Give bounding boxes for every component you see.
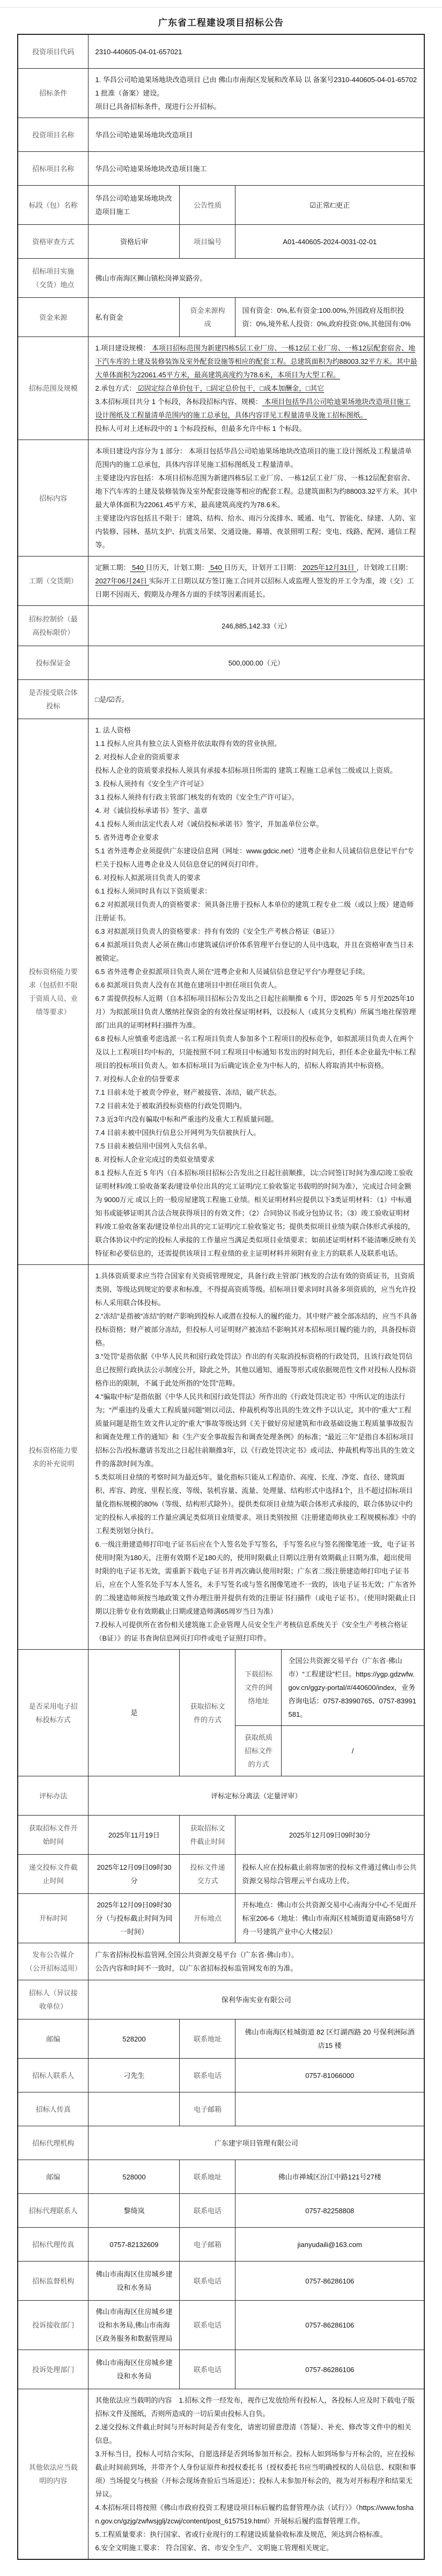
paragraph: 6.7 需提供投标人近期（自本招标项目招标公告发出之日起往前顺推 6 个月，即2025 年 5 月至2025年10 月）为拟派项目负责人缴纳社保资金的有效社保证明材料，以投标人（或其分支机构）所属当地社保管理部门出具的证明材料扫描件为准。 — [95, 994, 416, 1029]
paragraph: 8. 对投标人企业完成过的类似业绩要求 — [95, 1155, 215, 1163]
row-qualification-notes — [18, 1265, 424, 1650]
paragraph: 定额工期： 540 日历天，计划工期： 540 日历天，计划开工日期： 2025年12月31日 ，计划竣工日期： 2027年06月24日 实际开工日期以双方签订施工合同并以招标人或监理人签发的开工令为准，竣（交）工日期不因雨天、假期及办理各方面的手续等因素而延长。 — [95, 564, 414, 598]
paragraph: 3.“处罚”是指依据《中华人民共和国行政处罚法》作出的有关取消投标资格的行政处罚，且该行政处罚信息已按照行政执法公示制度公开，除此之外，其他以通知、通报等形式或依据规范性文件对投标人投标资格作出的限制，不属于此处所指的“处罚”范畴。 — [95, 1352, 416, 1387]
paragraph: 6.3 对拟派项目负责人的资格要求：持有有效的《安全生产考核合格证（B证）》 — [95, 927, 338, 935]
investment-code-label: 投资项目代码 — [18, 34, 89, 69]
row-investment-code — [18, 34, 424, 69]
paragraph: 3.本招标项目共分 1 个标段，各标段招标内容、规模： 本项目包括华昌公司哈迪果场地块改造项目施工设计图纸及工程量清单范围内的施工总承包，具体内容详见工程量清单及施工招标图纸。 — [95, 398, 411, 419]
control-price-value: 246,885,142.33（元） — [89, 606, 424, 646]
paragraph: 6.8 投标人应慎重考虑选派一名工程项目负责人参加多个工程项目的投标竞争，如拟派项目负责人在两个及以上工程项目均中标的，只能按照不同工程项目中标通知书发出的时间先后，担任本企业最先中标工程项目的投标项目负责人。如本招标项目为后确定该企业为中标人的，招标人将取消其中标资格。 — [95, 1035, 416, 1070]
paragraph: 7. 对投标人企业的信誉要求 — [95, 1075, 180, 1083]
complaint-receiving-value: 佛山市南海区住房城乡建设和水务局,佛山市南海区政务服务和数据管理局 — [89, 2301, 180, 2350]
row-bid-opening — [18, 1894, 424, 1943]
agency-label: 招标代理机构 — [18, 2126, 89, 2160]
complaint-handling-phone-label: 联系电话 — [180, 2350, 235, 2389]
document-start-value: 2025年11月19日 — [89, 1816, 180, 1855]
paragraph: 公告内容和时间不一致时，以广东省招标投标监管网发布的为准。 — [95, 1964, 298, 1972]
agency-fax-label: 招标代理传真 — [18, 2228, 89, 2262]
row-qualification-method — [18, 225, 424, 259]
funding-source-label: 资金来源 — [18, 298, 89, 337]
paragraph: 6.一级注册建造师打印电子证书后应在个人签名处手写签名，手写签名应与签名图像笔迹一致，电子证书使用时限为180天，注册有效期不足180天的，使用时限截止日期以注册有效期截止日期为准，超出使用时限的电子证书无效，需重新下载电子证书并再次确认使用时限；广东省二级注册建造师打印电子证书后，应在个人签名处手写本人签名，未手写签名或与签名图像笔迹不一致的，该电子证书无效；广东省外的二级建造师须按当地政策文件办理注册并提供有效的注册证书扫描件（或电子证书）。（使用时限截止日期以注册专业有效期截止日期或建造师满65周岁当日为准） — [95, 1540, 416, 1615]
electronic-bidding-value: 是 — [89, 1650, 180, 1776]
paragraph: 4.“骗取中标”是指依据《中华人民共和国行政处罚法》所作出的《行政处罚决定书》中所认定的违法行为；“严重违约及重大工程质量问题”则以司法、仲裁机构等出具的生效文件予以认定，其中的“重大”工程质量问题是指生效文件认定的“重大”事故等级达到《关于做好房屋建筑和市政基础设施工程质量事故报告和调查处理工作的通知》和《生产安全事故报告和调查处理条例》的标准；“最近三年”是指自本招标项目招标公告/投标邀请书发出之日起往前顺推3年，以《行政处罚决定书》或司法、仲裁机构等出具的生效文件的落款时间为准。 — [95, 1393, 415, 1468]
download-address-value: 全国公共资源交易平台（广东省·佛山市）“工程建设”栏目。https://ygp.gdzwfw.gov.cn/ggzy-portal/#/440600/index，业务咨询电话：0757-83990765、0757-83991581。 — [282, 1650, 424, 1726]
page-title: 广东省工程建设项目招标公告 — [158, 18, 284, 28]
row-agency — [18, 2126, 424, 2160]
row-control-price — [18, 606, 424, 646]
document-deadline-value: 2025年12月09日09时30分 — [235, 1816, 424, 1855]
paragraph: 本项目建设内容分为 1 部分： 本项目包括华昌公司哈迪果场地块改造项目的施工设计图纸及工程量清单范围内的施工总承包，具体内容详见施工招标图纸及工程量清单。 — [95, 447, 412, 469]
row-complaint-receiving — [18, 2301, 424, 2350]
bid-opening-time-label: 开标时间 — [18, 1894, 89, 1943]
row-investment-name — [18, 118, 424, 152]
supervision-label: 招标监督机构 — [18, 2262, 89, 2301]
tender-scope-label: 招标范围及规模 — [18, 337, 89, 440]
qualification-requirements-value — [89, 719, 424, 1265]
row-tenderer-fax — [18, 2092, 424, 2126]
paragraph: 7.投标人可提供所在省份相关建筑施工企业管理人员安全生产考核信息系统关于《安全生产考核合格证（B证）》的证书查询信息网页打印件或电子证照打印件。 — [95, 1621, 408, 1642]
row-section-name — [18, 186, 424, 225]
paragraph: 2.承包方式： ☑固定综合单价包干，□固定总价包干，□成本加酬金，□其它 — [95, 384, 325, 392]
tender-announcement-table — [17, 34, 425, 2560]
agency-phone-value: 0757-82258808 — [235, 2194, 424, 2228]
row-delivery-location — [18, 259, 424, 298]
tenderer-email-label: 电子邮箱 — [180, 2092, 235, 2126]
row-construction-period — [18, 557, 424, 606]
consortium-bid-value: □是/☑否。 — [89, 680, 424, 719]
funding-source-value: 私有资金 — [89, 298, 180, 337]
tenderer-email-value — [235, 2092, 424, 2126]
investment-name-value: 华昌公司哈迪果场地块改造项目 — [89, 118, 424, 152]
row-agency-zip — [18, 2160, 424, 2194]
submission-deadline-label: 递交投标文件截止时间 — [18, 1855, 89, 1894]
paragraph: 6. 对投标人拟派项目负责人的要求 — [95, 874, 201, 882]
agency-fax-value: 0757-82132609 — [89, 2228, 180, 2262]
paragraph: 7.1 目前未处于被责令停业，财产被接管、冻结，破产状态。 — [95, 1088, 282, 1096]
agency-zip-value: 528000 — [89, 2160, 180, 2194]
document-deadline-label: 获取招标文件截止时间 — [180, 1816, 235, 1855]
construction-period-value — [89, 557, 424, 606]
tenderer-fax-label: 招标人传真 — [18, 2092, 89, 2126]
paragraph: 5.类似项目业绩的考察时间为最近5年。量化指标只能从工程造价、高度、长度、净宽、直径、建筑面积、库容、跨度、里程长度、等级、装机容量、流量、处理量、结构形式中选择1个，且不超过招标项目量化指标规模的80%（等级、结构形式除外）。提供类似项目业绩为联合体形式承接的，联合体协议中约定的投标人承接的工作量应满足类似项目业绩要求。项目类别按照《注册建造师执业工程规模标准》中的工程类别划分执行。 — [95, 1473, 416, 1535]
complaint-receiving-phone-value: 0757-86286106 — [235, 2301, 424, 2350]
document-access-method-label: 获取招标文件的方式 — [180, 1650, 235, 1776]
paragraph: 6.2 对拟派项目负责人的资格要求：须具备注册于投标人本单位的建筑工程专业二级（或以上级）建造师注册证书。 — [95, 901, 414, 922]
paragraph: 3.1 投标人须持有行政主管部门核发的有效的《安全生产许可证》。 — [95, 793, 299, 801]
document-start-label: 获取招标文件开始时间 — [18, 1816, 89, 1855]
delivery-location-value: 佛山市南海区狮山镇松岗禅炭路旁。 — [89, 259, 424, 298]
row-complaint-handling — [18, 2350, 424, 2389]
announcement-media-label: 发布公告媒介（公开招标适用） — [18, 1943, 89, 1980]
tenderer-value: 保利华南实业有限公司 — [89, 1980, 424, 2019]
row-tenderer-zip — [18, 2019, 424, 2059]
paragraph: 7.3 近3年内没有骗取中标和严重违约及重大工程质量问题。 — [95, 1115, 278, 1123]
paragraph: 6.安全文明施工要求： 符合国家、省、市安全生产、文明施工管理相关规定。 — [95, 2544, 333, 2552]
complaint-receiving-phone-label: 联系电话 — [180, 2301, 235, 2350]
complaint-handling-label: 投诉处理部门 — [18, 2350, 89, 2389]
notice-nature-label: 公告性质 — [180, 186, 235, 225]
tender-content-label: 招标内容 — [18, 440, 89, 557]
bid-opening-time-value: 2025年12月09日09时30分（与投标截止时间为同一时间） — [89, 1894, 180, 1943]
investment-code-value: 2310-440605-04-01-657021 — [89, 34, 424, 69]
row-qualification-requirements — [18, 719, 424, 1265]
other-matters-value — [89, 2389, 424, 2560]
submission-method-value: 投标人应在投标截止前将加密的投标文件通过佛山市公共资源交易综合管理云平台成功上传。 — [235, 1855, 424, 1894]
evaluation-method-label: 评标办法 — [18, 1776, 89, 1816]
complaint-receiving-label: 投诉接收部门 — [18, 2301, 89, 2350]
tenderer-address-value: 佛山市南海区桂城街道 82 区灯湖西路 20 号保利洲际酒店15 楼 — [235, 2019, 424, 2059]
announcement-media-value — [89, 1943, 424, 1980]
paragraph: 投标人企业的资质要求投标人须具有承接本招标项目所需的 建筑工程施工总承包二级或以上资质。 — [95, 766, 397, 774]
other-matters-label: 其他依法应当载明的内容 — [18, 2389, 89, 2560]
paragraph: 4.1 投标人须由法定代表人对《诚信投标承诺书》签字，并加盖单位公章。 — [95, 820, 323, 828]
notice-nature-value: ☑正常/□更正 — [235, 186, 424, 225]
agency-contact-value: 黎绮岚 — [89, 2194, 180, 2228]
row-announcement-media — [18, 1943, 424, 1980]
consortium-bid-label: 是否接受联合体投标 — [18, 680, 89, 719]
paragraph: 主要建设内容包括：本项目招标范围为新建四栋5层工业厂房、一栋12层工业厂房、一栋12层配套宿舍、地下汽车库的土建及装修装饰及室外配套设施等相应的配套工程。总建筑面积为约88003.32平方米。其中最大单体面积为22061.45平方米，最高建筑高度约为78.6米。 — [95, 474, 417, 509]
agency-phone-label: 联系电话 — [180, 2194, 235, 2228]
tenderer-address-label: 联系地址 — [180, 2019, 235, 2059]
paragraph: 6.4 拟派项目负责人必须在佛山市建筑诚信评价体系管理平台登记的人员中选取，并且在资格审查当日未被锁定。 — [95, 941, 414, 962]
qualification-method-value: 资格后审 — [89, 225, 180, 259]
delivery-location-label: 招标项目实施（交货）地点 — [18, 259, 89, 298]
row-tender-scope — [18, 337, 424, 440]
construction-period-label: 工期（交货期） — [18, 557, 89, 606]
row-document-times — [18, 1816, 424, 1855]
paragraph: 广东省招标投标监管网,全国公共资源交易平台（广东省·佛山市）。 — [95, 1951, 298, 1959]
download-address-label: 下载招标文件的网络地址 — [235, 1650, 282, 1726]
tenderer-phone-value: 0757-81066000 — [235, 2059, 424, 2092]
tender-name-value: 华昌公司哈迪果场地块改造项目施工 — [89, 152, 424, 186]
row-tender-name — [18, 152, 424, 186]
bid-opening-place-value: 开标地点：佛山市公共资源交易中心南海分中心不见面开标室206-6（地址：佛山市南海区桂城街道夏南路58号方舟一号建筑产业中心大楼2层） — [235, 1894, 424, 1943]
agency-zip-label: 邮编 — [18, 2160, 89, 2194]
top-divider — [0, 7, 442, 8]
project-number-value: A01-440605-2024-0031-02-01 — [235, 225, 424, 259]
qualification-requirements-label: 投标资格能力要求（包括但不限于资质人员、业绩等要求） — [18, 719, 89, 1265]
paragraph: 8.1 投标人在近 5 年内（自本招标项目招标公告发出之日起往前顺推，以□合同签订时间为准/☑竣工验收证明材料/竣工验收备案表/建设单位出具的完工证明/完工验收鉴定书载明的时间为准），完成过合同金额为 9000万元 或以上的一般房屋建筑工程施工业绩。相关证明材料应提供以下3类证明材料：（1）中标通知书或能够证明其合法合规获得项目的有效文件；（2）合同协议书或分包协议书；（3）竣工验收证明材料/竣工验收备案表/建设单位出具的完工证明/完工验收鉴定书；提供类似项目业绩为联合体形式承接的，联合体协议中约定的投标人承接的工作量应当满足类似项目业绩要求；如前述证明材料不能清晰反映有关特征和必要信息的，还需提供该项目工程业绩的业主证明材料并须附有业主方的联系人及联系电话。 — [95, 1169, 416, 1257]
tenderer-contact-value: 刁先生 — [89, 2059, 180, 2092]
paragraph: 主要建设内容包括且不限于：建筑、结构、给水、雨污分流排水、暖通、电气、智能化、绿建、人防、室内装修、园林、基坑支护、抗震支吊架、交通设施、幕墙、夜景照明工程；变电、线路、配网、通信工程等。 — [95, 514, 416, 549]
row-tender-content — [18, 440, 424, 557]
project-number-label: 项目编号 — [180, 225, 235, 259]
row-submission — [18, 1855, 424, 1894]
row-supervision — [18, 2262, 424, 2301]
tender-content-value — [89, 440, 424, 557]
tender-scope-value — [89, 337, 424, 440]
paragraph: 1. 法人资格 — [95, 726, 131, 734]
bid-deposit-value: 500,000.00（元） — [89, 646, 424, 680]
tenderer-label: 招标人（异议接收单位） — [18, 1980, 89, 2019]
paragraph: 7.5 目前未被信用中国列入失信名单。 — [95, 1142, 212, 1150]
paragraph: 7.4 目前未被中国执行信息公开网列为失信被执行人。 — [95, 1129, 261, 1137]
paragraph: 1.项目建设规模： 本项目招标范围为新建四栋5层工业厂房、一栋12层工业厂房、一栋12层配套宿舍、地下汽车库的土建及装修装饰及室外配套设施等相应的配套工程。总建筑面积为约88003.32平方米。其中最大单体面积为22061.45平方米，最高建筑高度约为78.6米，本项目为大型工程。 — [95, 344, 417, 379]
row-tenderer-contact — [18, 2059, 424, 2092]
bid-opening-place-label: 开标地点 — [180, 1894, 235, 1943]
row-other-matters — [18, 2389, 424, 2560]
paragraph: 7.2 目前未处于被取消投标资格的行政处罚期内。 — [95, 1102, 247, 1110]
tender-conditions-value — [89, 69, 424, 118]
paragraph: 1. 华昌公司哈迪果场地块改造项目 已由 佛山市南海区发展和改革局 以 备案号2310-440605-04-01-657021 批准（备案）建设。 — [95, 76, 417, 97]
row-tender-conditions — [18, 69, 424, 118]
paragraph: 5.工程质量要求：执行国家、省或行业现行的工程建设质量验收标准及规范，须达到合格标准。 — [95, 2530, 387, 2538]
paragraph: 2.“冻结”是指被“冻结”的财产影响到投标人或潜在投标人的履约能力。其中财产被全部冻结的，应当不具备投标资格；财产被部分冻结，但投标人可证明财产被冻结不影响其对本招标项目履约能力的，具备投标资格。 — [95, 1312, 417, 1347]
row-consortium-bid — [18, 680, 424, 719]
qualification-method-label: 资格审查方式 — [18, 225, 89, 259]
funding-composition-label: 资金来源构成 — [180, 298, 235, 337]
complaint-handling-value: 佛山市南海区住房城乡建设和水务局 — [89, 2350, 180, 2389]
paragraph: 3. 投标人须持有《安全生产许可证》 — [95, 780, 208, 788]
qualification-notes-value — [89, 1265, 424, 1650]
row-electronic-bidding — [18, 1650, 424, 1726]
row-agency-contact — [18, 2194, 424, 2228]
section-name-label: 标段（包）名称 — [18, 186, 89, 225]
tenderer-fax-value — [89, 2092, 180, 2126]
paragraph: 6.5 省外进粤企业拟派项目负责人须在“进粤企业和人员诚信信息登记平台”办理登记手续。 — [95, 968, 370, 976]
paragraph: 3.开标当日，投标人可结合实际，自愿选择是否到场参加开标会。投标人如到场参与开标会的，应在投标截止时间前到场，并带齐个人身份证原件和授权委托书（授权委托书应当明确授权的人员信息、权限和事项）当场提交与核验（开标会现场查验后当场退还）；投标人未参加开标会的，视为对开标程序和结果无异议。 — [95, 2450, 416, 2498]
paragraph: 5.1 省外进粤企业须提供广东建设信息网（网址：www.gdcic.net）“进粤企业和人员诚信信息登记平台”专栏关于投标人进粤企业及人员信息登记的网页打印件。 — [95, 847, 414, 868]
tender-conditions-label: 招标条件 — [18, 69, 89, 118]
row-evaluation-method — [18, 1776, 424, 1816]
agency-contact-label: 招标代理联系人 — [18, 2194, 89, 2228]
section-name-value: 华昌公司哈迪果场地块改造项目施工 — [89, 186, 180, 225]
row-funding-source — [18, 298, 424, 337]
tenderer-zip-label: 邮编 — [18, 2019, 89, 2059]
paragraph: 1.具体资质要求应当符合国家有关资质管理规定，具备行政主管部门核发的合法有效的资质证书，且资质类别、等级达到规定的要求和标准，不得提高资质等级。招标项目要求同时具备多项资质的，应当允许投标人采用联合体投标。 — [95, 1272, 416, 1307]
row-bid-deposit — [18, 646, 424, 680]
paragraph: 投标人可对上述标段中的 1 个标段投标，但最多允许中标 1 个标段。 — [95, 425, 306, 433]
paragraph: 4.本招标项目将按照《佛山市政府投资工程建设项目标后履约监督管理办法（试行）》（https://www.foshan.gov.cn/gzjg/zwfwsjglj/zcwj/content/post_6157519.html）开展标后履约监督管理工作。 — [95, 2504, 414, 2525]
bid-deposit-label: 投标保证金 — [18, 646, 89, 680]
tenderer-contact-label: 招标人联系人 — [18, 2059, 89, 2092]
investment-name-label: 投资项目名称 — [18, 118, 89, 152]
paragraph: 2. 对投标人企业的资质要求 — [95, 753, 180, 761]
paper-document-value: / — [282, 1726, 424, 1776]
tenderer-phone-label: 联系电话 — [180, 2059, 235, 2092]
submission-deadline-value: 2025年12月09日09时30分 — [89, 1855, 180, 1894]
paragraph: 4. 对《诚信投标承诺书》签字、盖章 — [95, 807, 208, 815]
funding-composition-value: 国有资金：0%,私有资金:100.00%,外国政府及组织投资：0%,境外私人投资：0%,政府投资:0%,其他国有:0% — [235, 298, 424, 337]
agency-email-value: jianyudaili@163.com — [235, 2228, 424, 2262]
complaint-handling-phone-value: 0757-86286106 — [235, 2350, 424, 2389]
paragraph: 1.1 投标人应具有独立法人资格并依法取得有效的营业执照。 — [95, 740, 282, 748]
qualification-notes-label: 投标资格能力要求的补充说明 — [18, 1265, 89, 1650]
evaluation-method-value: 评标定标分离法（定量评审） — [89, 1776, 424, 1816]
supervision-value: 佛山市南海区住房城乡建设和水务局 — [89, 2262, 180, 2301]
agency-email-label: 电子邮箱 — [180, 2228, 235, 2262]
paper-document-label: 获取纸质招标文件的方式 — [235, 1726, 282, 1776]
submission-method-label: 投标文件递交方式 — [180, 1855, 235, 1894]
paragraph: 6.1 投标人须同时具有以下资质要求： — [95, 887, 212, 895]
row-tenderer — [18, 1980, 424, 2019]
supervision-phone-label: 联系电话 — [180, 2262, 235, 2301]
paragraph: 项目已具备招标条件，现进行公开招标。 — [95, 103, 221, 111]
electronic-bidding-label: 是否采用电子招标投标方式 — [18, 1650, 89, 1776]
paragraph: 5. 省外进粤企业要求 — [95, 833, 159, 841]
tenderer-zip-value: 528200 — [89, 2019, 180, 2059]
paragraph: 其他依法应当载明的内容 1.招标文件一经发布，视作已发放给所有投标人，各投标人应及时下载电子版招标文件及图纸，否则所造成的一切后果由投标人自负。 — [95, 2396, 415, 2418]
agency-value: 广东建宇项目管理有限公司 — [89, 2126, 424, 2160]
agency-address-value: 佛山市禅城区汾江中路121号27楼 — [235, 2160, 424, 2194]
control-price-label: 招标控制价（最高投标限价） — [18, 606, 89, 646]
supervision-phone-value: 0757-86286106 — [235, 2262, 424, 2301]
tender-name-label: 招标项目名称 — [18, 152, 89, 186]
paragraph: 2.递交投标文件截止时间与开标时间是否有变化，请密切留意澄清（答疑）、补充、修改等文件中的相关信息。 — [95, 2423, 411, 2445]
agency-address-label: 联系地址 — [180, 2160, 235, 2194]
paragraph: 6.6 拟派项目负责人没有在其他在建项目中担任项目负责人。 — [95, 981, 282, 989]
row-agency-fax — [18, 2228, 424, 2262]
